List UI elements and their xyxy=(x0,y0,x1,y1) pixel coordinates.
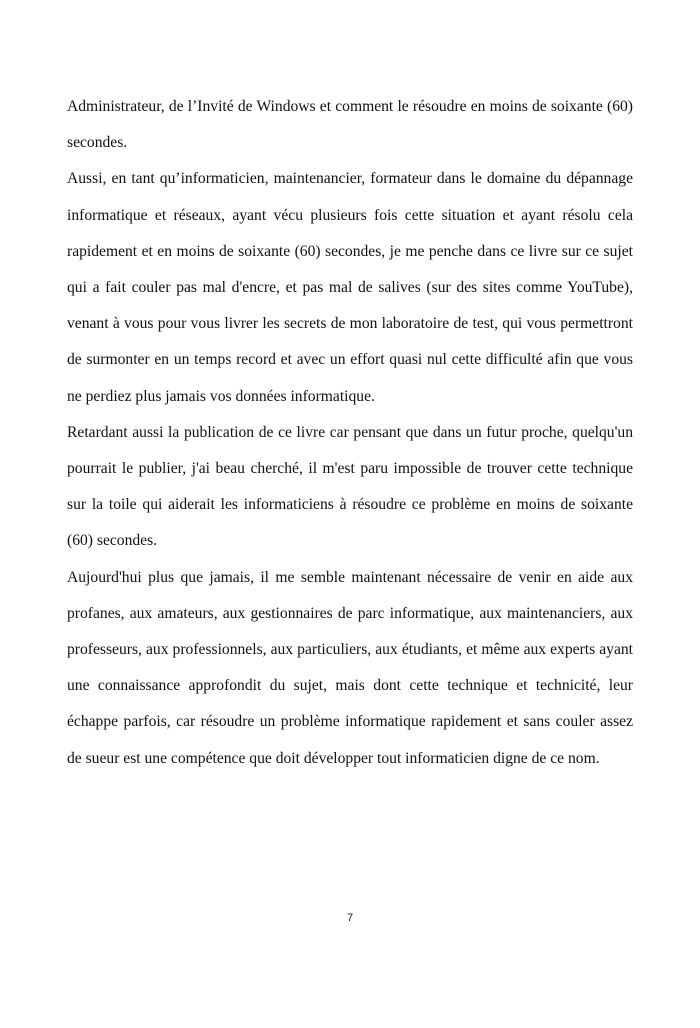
paragraph-1: Administrateur, de l’Invité de Windows et comment le résoudre en moins de soixante (60) secondes. xyxy=(67,98,633,152)
page-number: 7 xyxy=(346,912,354,924)
paragraph-4: Aujourd'hui plus que jamais, il me semble maintenant nécessaire de venir en aide aux profanes, aux amateurs, aux gestionnaires de parc informatique, aux maintenanciers, aux professeurs, aux professionnels, aux particuliers, aux étudiants, et même aux experts ayant une connaissance approfondit du sujet, mais dont cette technique et technicité, leur échappe parfois, car résoudre un problème informatique rapidement et sans couler assez de sueur est une compétence que doit développer tout informaticien digne de ce nom. xyxy=(67,568,633,767)
paragraph-3: Retardant aussi la publication de ce livre car pensant que dans un futur proche, quelqu'un pourrait le publier, j'ai beau cherché, il m'est paru impossible de trouver cette technique sur la toile qui aiderait les informaticiens à résoudre ce problème en moins de soixante (60) secondes. xyxy=(67,423,633,550)
paragraph-2: Aussi, en tant qu’informaticien, maintenancier, formateur dans le domaine du dépannage informatique et réseaux, ayant vécu plusieurs fois cette situation et ayant résolu cela rapidement et en moins de soixante (60) secondes, je me penche dans ce livre sur ce sujet qui a fait couler pas mal d'encre, et pas mal de salives (sur des sites comme YouTube), venant à vous pour vous livrer les secrets de mon laboratoire de test, qui vous permettront de surmonter en un temps record et avec un effort quasi nul cette difficulté afin que vous ne perdiez plus jamais vos données informatique. xyxy=(67,170,633,405)
body-text xyxy=(67,89,633,777)
